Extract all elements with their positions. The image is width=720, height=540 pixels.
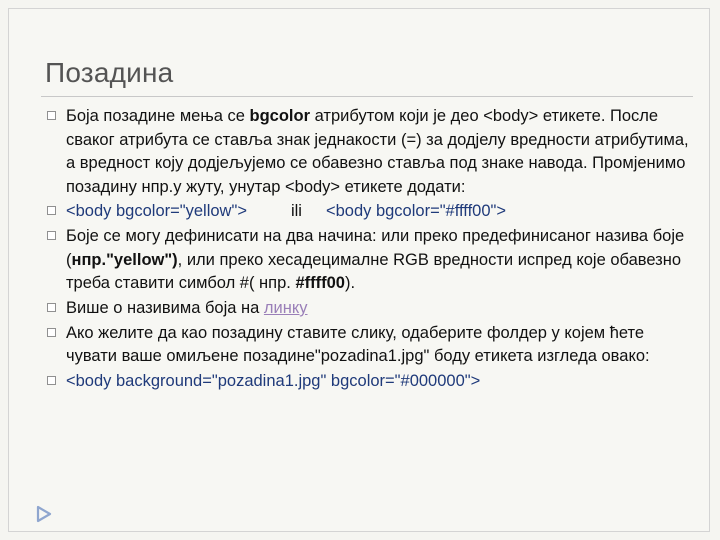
bullet-item-6 xyxy=(47,370,697,394)
bgcolor-keyword: bgcolor xyxy=(249,107,311,125)
item-1-text-cont: атрибутом који је део <body> етикете. После сваког атрибута се ставља знак једнакости (=) за додјелу вредности атрибутима, а вредност коју додјељујемо се обавезно ставља под знаке навода. Промјенимо позадину нпр.у жуту, унутар <body> етикете додати: xyxy=(66,107,689,196)
ili-separator: ili xyxy=(290,202,302,221)
code-example-yellow: <body bgcolor="yellow"> xyxy=(66,202,247,221)
bullet-item-5 xyxy=(47,322,697,369)
example-hex-bold: #ffff00 xyxy=(295,274,345,293)
bullet-item-2 xyxy=(47,200,697,224)
bullet-item-3 xyxy=(47,225,697,296)
item-4-text: Више о називима боја на xyxy=(66,298,260,317)
item-3-text-end: ). xyxy=(344,274,356,293)
item-5-text: Ако желите да као позадину ставите слику, одаберите фолдер у којем ћете чувати ваше омиљене позадине"pozadina1.jpg" боду етикета изгледа овако: xyxy=(66,323,650,366)
item-3-text-cont: , или преко хесадецималне RGB вредности испред које обавезно треба ставити симбол #( нпр. xyxy=(66,250,682,293)
bullet-list xyxy=(47,105,697,395)
square-bullet-icon xyxy=(47,376,56,385)
square-bullet-icon xyxy=(47,206,56,215)
code-example-background: <body background="pozadina1.jpg" bgcolor="#000000"> xyxy=(66,371,481,390)
square-bullet-icon xyxy=(47,231,56,240)
square-bullet-icon xyxy=(47,303,56,312)
example-yellow-bold: нпр."yellow") xyxy=(71,250,178,269)
title-divider xyxy=(41,96,693,97)
slide xyxy=(8,8,710,532)
code-example-hex: <body bgcolor="#ffff00"> xyxy=(325,202,507,221)
item-1-text: Боја позадине мења се xyxy=(66,107,250,125)
square-bullet-icon xyxy=(47,111,56,120)
bullet-item-4 xyxy=(47,297,697,321)
triangle-play-icon[interactable] xyxy=(36,505,52,523)
color-names-link[interactable]: линку xyxy=(263,298,308,317)
slide-title: Позадина xyxy=(45,57,174,88)
square-bullet-icon xyxy=(47,328,56,337)
item-3-text: Боје се могу дефинисати на два начина: или преко предефинисаног назива боје ( xyxy=(66,227,685,269)
bullet-item-1 xyxy=(47,105,697,199)
